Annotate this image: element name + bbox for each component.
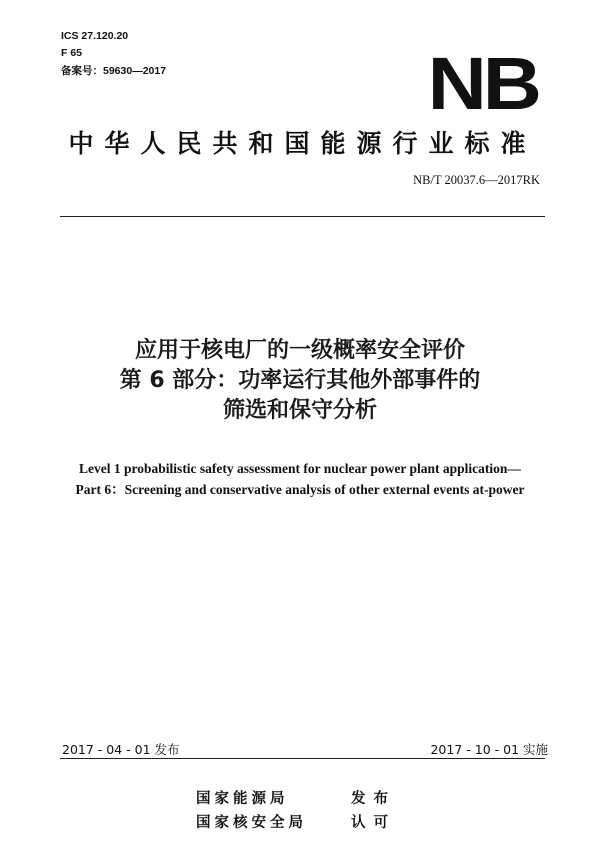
issuer-action: 认可 xyxy=(351,815,396,831)
english-title-line-2: Part 6：Screening and conservative analysis of other external events at-power xyxy=(75,482,525,497)
top-divider xyxy=(60,216,545,217)
issue-date: 2017 - 04 - 01 发布 xyxy=(62,742,180,757)
ccs-code: F 65 xyxy=(61,47,83,59)
chinese-title xyxy=(0,336,600,426)
standard-category-title: 中华人民共和国能源行业标准 xyxy=(68,129,537,158)
issuer-row xyxy=(196,787,396,811)
english-title xyxy=(0,458,600,500)
nb-logo: NB xyxy=(427,43,538,126)
implementation-date: 2017 - 10 - 01 实施 xyxy=(430,742,548,757)
issuer-name: 国家能源局 xyxy=(196,791,289,807)
record-number: 备案号：59630—2017 xyxy=(61,65,167,77)
issuing-authorities xyxy=(196,787,396,835)
bottom-divider xyxy=(60,758,545,759)
chinese-title-line-3: 筛选和保守分析 xyxy=(222,398,377,423)
issuer-name: 国家核安全局 xyxy=(196,815,307,831)
issuer-row xyxy=(196,811,396,835)
ics-code: ICS 27.120.20 xyxy=(61,30,129,42)
chinese-title-line-1: 应用于核电厂的一级概率安全评价 xyxy=(134,338,465,363)
standard-number: NB/T 20037.6—2017RK xyxy=(413,173,540,187)
english-title-line-1: Level 1 probabilistic safety assessment for nuclear power plant application— xyxy=(79,461,521,476)
chinese-title-line-2: 第 6 部分：功率运行其他外部事件的 xyxy=(119,368,481,393)
issuer-action: 发布 xyxy=(351,791,396,807)
